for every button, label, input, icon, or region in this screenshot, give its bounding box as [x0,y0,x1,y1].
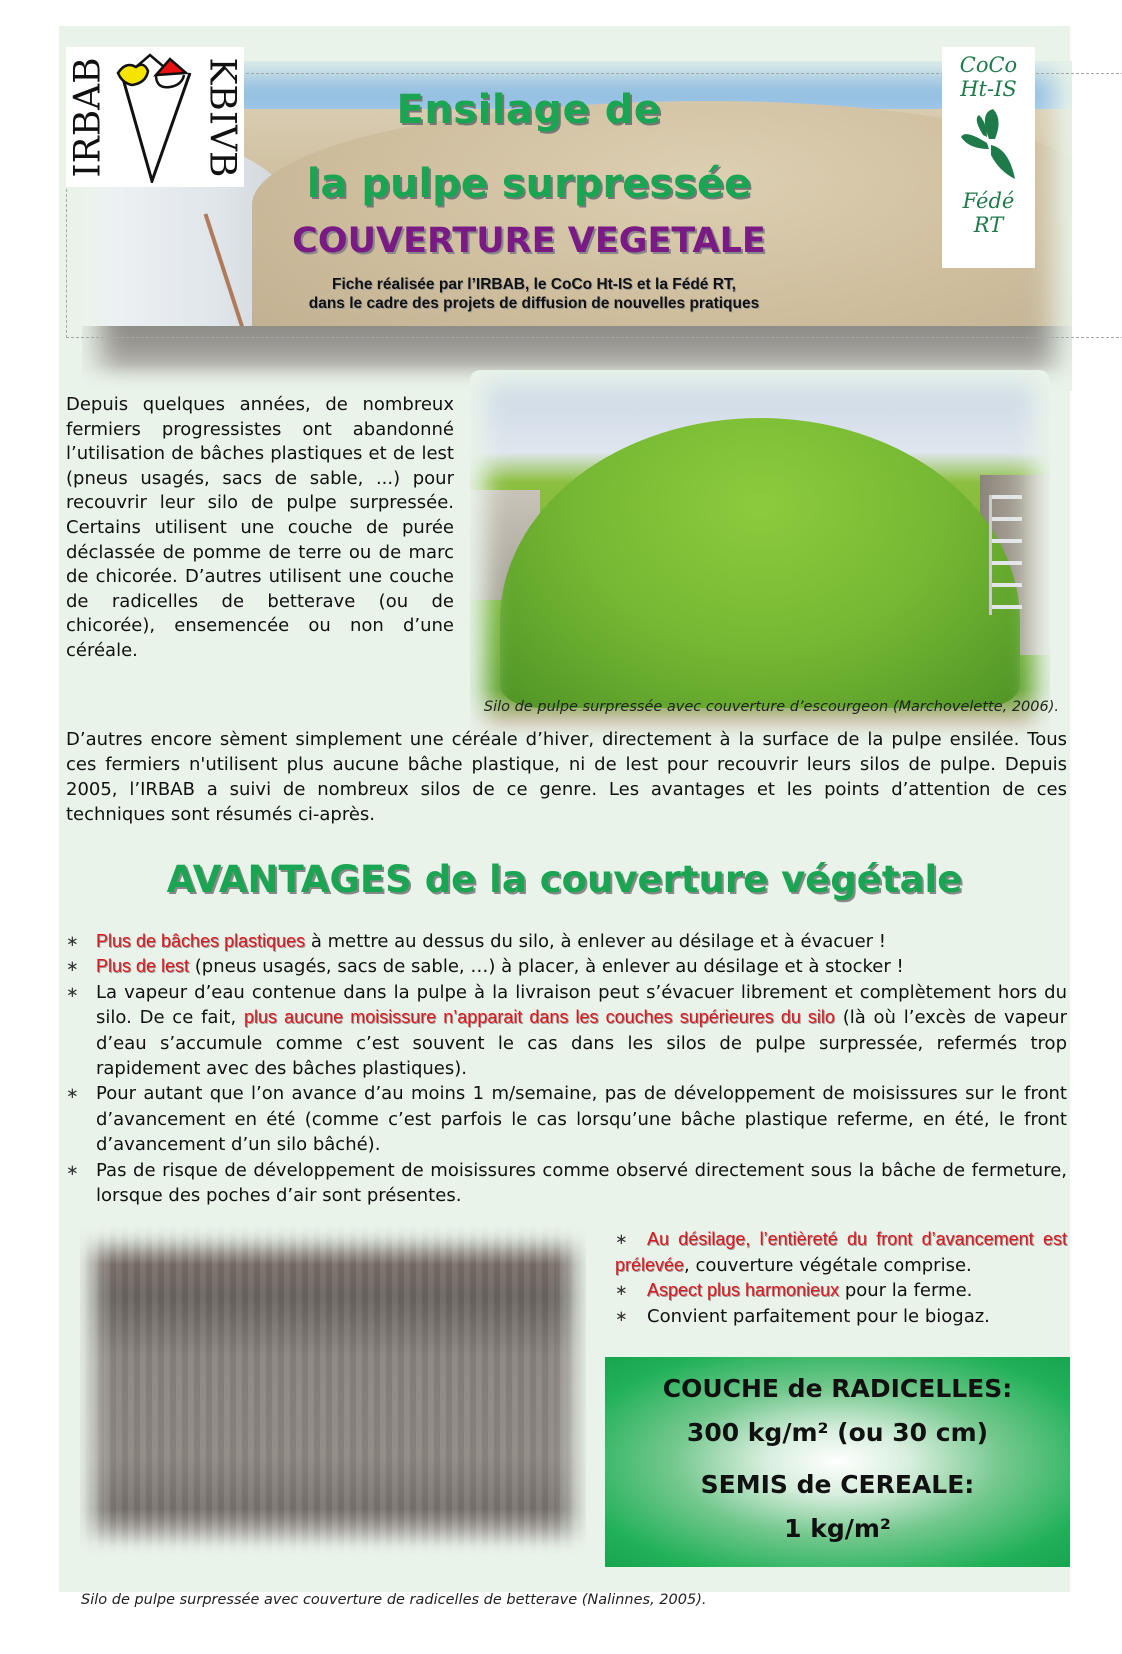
logo-fede-line2: RT [973,213,1004,237]
credits [249,275,819,313]
logo-fede-line1: Fédé [962,189,1015,213]
intro-paragraph: Depuis quelques années, de nombreux fermiers progressistes ont abandonné l’utilisation de bâches plastiques et de lest (pneus usagés, sacs de sable, ...) pour recouvrir leur silo de pulpe surpressée. Certains utilisent une couche de purée déclassée de pomme de terre ou de marc de chicorée. D’autres utilisent une couche de radicelles de betterave (ou de chicorée), ensemencée ou non d’une céréale. [66,394,454,661]
cereal-label: SEMIS de CEREALE: [700,1470,975,1499]
beet-cone-icon [112,53,198,183]
list-item: ∗ Pas de risque de développement de moisissures comme observé directement sous la bâche de fermeture, lorsque des poches d’air sont présentes. [66,1159,1067,1207]
beet-leaf-icon [959,109,1019,183]
bullet-icon: ∗ [66,932,79,950]
document-page [59,26,1070,1608]
photo-caption-2: Silo de pulpe surpressée avec couverture de radicelles de betterave (Nalinnes, 2005). [81,1592,707,1608]
advantages-heading: AVANTAGES de la couverture végétale [166,858,963,901]
coco-fede-logo [942,47,1035,268]
radicelles-label: COUCHE de RADICELLES: [662,1374,1013,1403]
logo-coco-line2: Ht-IS [960,77,1017,101]
bullet-icon: ∗ [66,1084,79,1103]
recommendation-box [605,1357,1070,1567]
credits-line-2: dans le cadre des projets de diffusion de nouvelles pratiques [308,295,760,312]
bullet-icon: ∗ [615,1281,628,1300]
list-item: ∗ Aspect plus harmonieux pour la ferme. [615,1278,1067,1304]
advantages-list [66,929,1067,1208]
credits-line-1: Fiche réalisée par l’IRBAB, le CoCo Ht-IS et la Fédé RT, [332,276,736,293]
list-item: ∗ La vapeur d’eau contenue dans la pulpe à la livraison peut s’évacuer librement et complètement hors du silo. De ce fait, plus aucune moisissure n’apparait dans les couches supérieures du silo (là où l’excès de vapeur d’eau s’accumule comme c’est souvent le cas dans les silos de pulpe surpressée, refermés trop rapidement avec des bâches plastiques). [66,981,1067,1080]
bullet-icon: ∗ [66,982,79,1001]
list-item: ∗ Plus de lest (pneus usagés, sacs de sable, …) à placer, à enlever au désilage et à stocker ! [66,954,1067,979]
title-line-1: Ensilage de [396,87,662,133]
advantages-list-continued [615,1227,1067,1329]
irbab-logo [66,47,244,187]
title-line-2: la pulpe surpressée [306,161,752,207]
paragraph-2: D’autres encore sèment simplement une céréale d’hiver, directement à la surface de la pulpe ensilée. Tous ces fermiers n'utilisent plus aucune bâche plastique, ni de lest pour recouvrir leurs silos de pulpe. Depuis 2005, l’IRBAB a suivi de nombreux silos de ce genre. Les avantages et les points d’attention de ces techniques sont résumés ci-après. [66,729,1067,825]
bullet-icon: ∗ [66,957,79,976]
list-item: ∗ Pour autant que l’on avance d’au moins 1 m/semaine, pas de développement de moisissures sur le front d’avancement en été (comme c’est parfois le cas lorsqu’une bâche plastique referme, en été, le front d’avancement d’un silo bâché). [66,1083,1067,1156]
photo-caption-1: Silo de pulpe surpressée avec couverture d’escourgeon (Marchovelette, 2006). [483,699,1059,715]
silo-cereal-cover-photo [470,370,1050,745]
bullet-icon: ∗ [615,1230,628,1248]
bullet-icon: ∗ [66,1160,79,1179]
cereal-value: 1 kg/m² [784,1514,891,1543]
bullet-icon: ∗ [615,1306,628,1325]
list-item: ∗ Plus de bâches plastiques à mettre au dessus du silo, à enlever au désilage et à évacuer ! [66,929,1067,954]
logo-irbab-text: IRBAB [67,56,109,178]
subtitle: COUVERTURE VEGETALE [292,221,766,261]
silo-radicelles-photo [80,1225,586,1555]
logo-coco-line1: CoCo [959,53,1018,77]
logo-kbivb-text: KBIVB [201,56,243,178]
list-item: ∗ Convient parfaitement pour le biogaz. [615,1304,1067,1330]
radicelles-value: 300 kg/m² (ou 30 cm) [686,1418,989,1447]
list-item: ∗ Au désilage, l’entièreté du front d’avancement est prélevée, couverture végétale comprise. [615,1229,1067,1276]
